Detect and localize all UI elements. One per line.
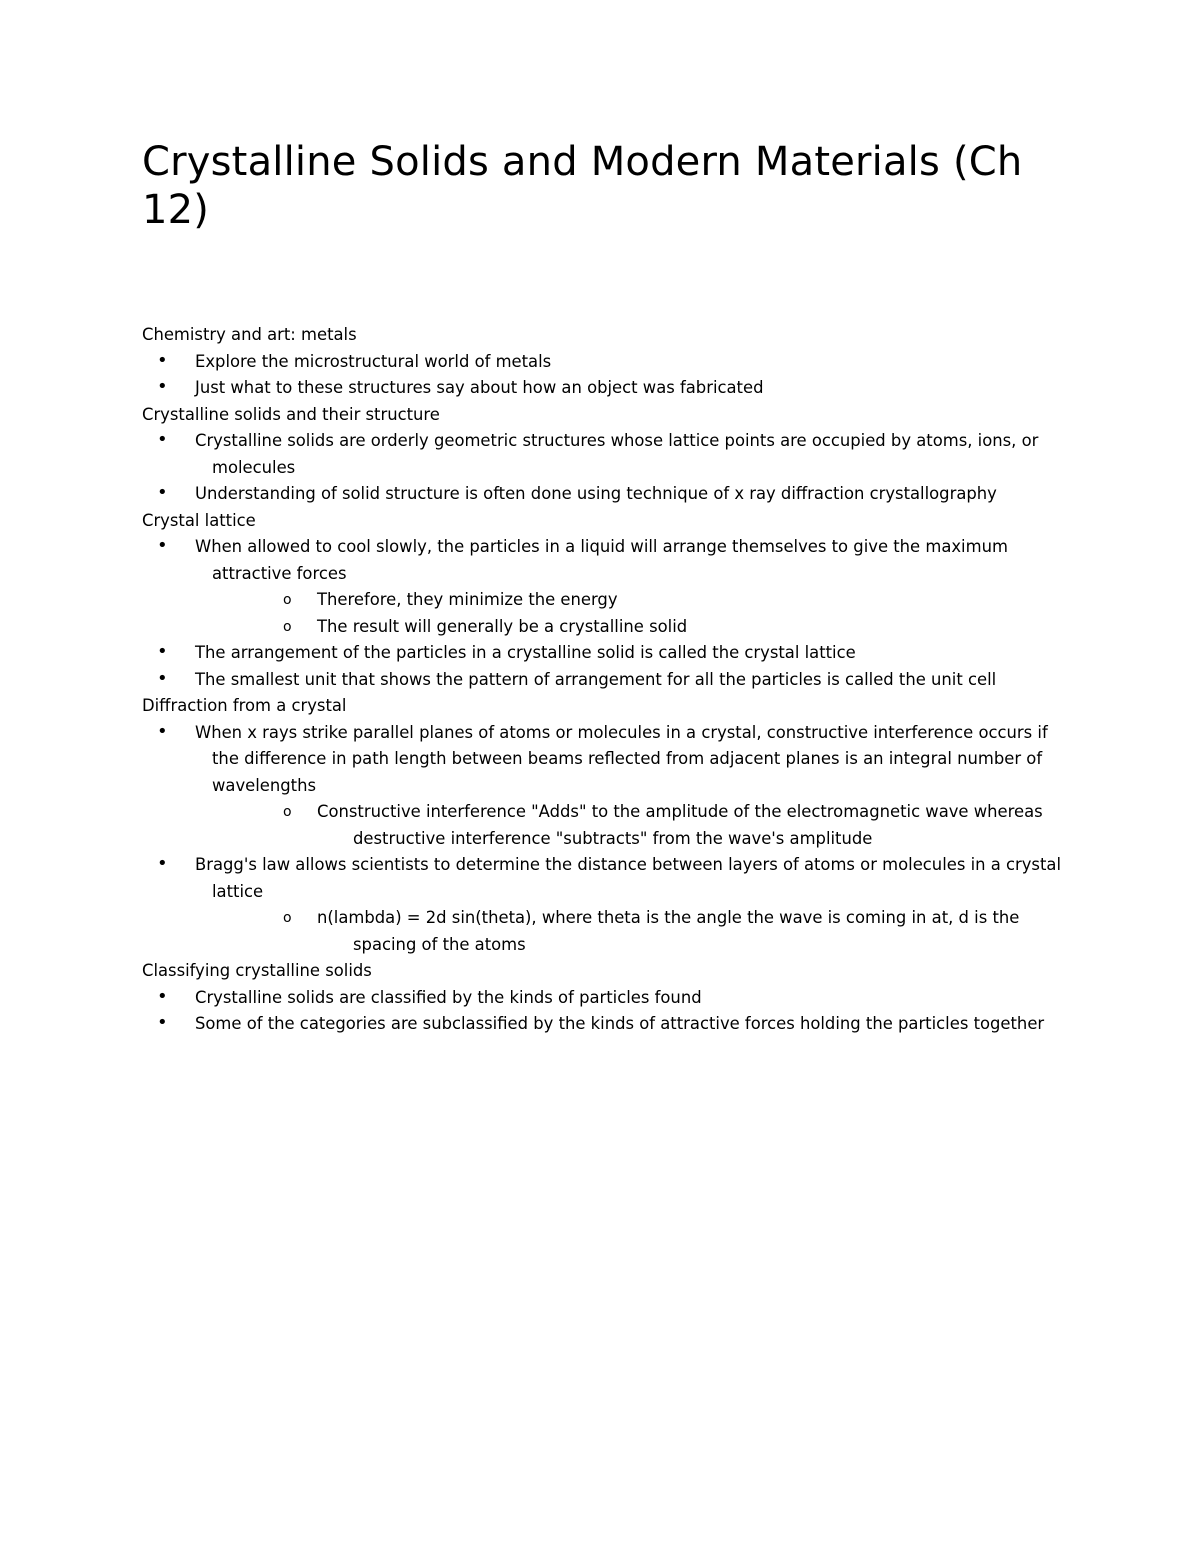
sub-bullet-list (212, 905, 1072, 958)
list-item (142, 1011, 1072, 1038)
bullet-icon: • (157, 376, 168, 397)
bullet-icon: • (157, 535, 168, 556)
bullet-icon: • (157, 985, 168, 1007)
section-heading: Crystalline solids and their structure (142, 404, 440, 424)
sub-list-item-text: n(lambda) = 2d sin(theta), where theta is the angle the wave is coming in at, d is the spacing of the atoms (317, 908, 1020, 954)
bullet-list (142, 534, 1072, 693)
bullet-icon: • (157, 482, 168, 503)
sub-list-item (283, 587, 1072, 614)
bullet-icon: • (157, 667, 168, 689)
list-item (142, 640, 1072, 667)
sub-list-item (283, 614, 1072, 641)
section-heading: Diffraction from a crystal (142, 696, 347, 715)
bullet-list (142, 428, 1072, 508)
list-item-text: Some of the categories are subclassified by the kinds of attractive forces holding the particles together (195, 1014, 1045, 1033)
list-item-text: The smallest unit that shows the pattern of arrangement for all the particles is called the unit cell (195, 669, 997, 689)
list-item (142, 720, 1072, 853)
list-item (142, 375, 1072, 402)
bullet-icon: • (157, 1012, 168, 1033)
list-item-text: When x rays strike parallel planes of atoms or molecules in a crystal, constructive interference occurs if the difference in path length between beams reflected from adjacent planes is an integral number of wavelengths (195, 722, 1048, 795)
section-heading: Classifying crystalline solids (142, 961, 372, 980)
list-item-text: Crystalline solids are classified by the kinds of particles found (195, 987, 702, 1007)
document-body (142, 322, 1072, 1038)
sub-list-item-text: Therefore, they minimize the energy (317, 590, 618, 609)
sub-bullet-list (212, 799, 1072, 852)
sub-list-item-text: The result will generally be a crystalline solid (317, 616, 688, 636)
sub-bullet-list (212, 587, 1072, 640)
sub-list-item-text: Constructive interference "Adds" to the amplitude of the electromagnetic wave whereas destructive interference "subtracts" from the wave's amplitude (317, 802, 1043, 848)
section-heading: Chemistry and art: metals (142, 325, 357, 344)
sub-list-item (283, 799, 1072, 852)
bullet-list (142, 985, 1072, 1038)
list-item-text: Understanding of solid structure is often done using technique of x ray diffraction crystallography (195, 484, 997, 503)
list-item (142, 852, 1072, 958)
list-item (142, 349, 1072, 376)
circle-bullet-icon: o (283, 618, 292, 635)
list-item-text: Bragg's law allows scientists to determine the distance between layers of atoms or molecules in a crystal lattice (195, 855, 1061, 901)
section-heading: Crystal lattice (142, 510, 256, 530)
bullet-icon: • (157, 641, 168, 662)
circle-bullet-icon: o (283, 910, 292, 926)
document-page (142, 138, 1072, 1038)
bullet-list (142, 349, 1072, 402)
list-item-text: The arrangement of the particles in a crystalline solid is called the crystal lattice (195, 643, 856, 662)
list-item-text: Explore the microstructural world of metals (195, 351, 552, 371)
list-item (142, 667, 1072, 694)
circle-bullet-icon: o (283, 804, 292, 820)
bullet-icon: • (157, 349, 168, 371)
bullet-icon: • (157, 853, 168, 874)
list-item (142, 481, 1072, 508)
list-item (142, 534, 1072, 640)
list-item-text: Just what to these structures say about how an object was fabricated (195, 378, 764, 397)
bullet-icon: • (157, 429, 168, 450)
bullet-list (142, 720, 1072, 959)
document-title: Crystalline Solids and Modern Materials (Ch 12) (142, 139, 1023, 233)
circle-bullet-icon: o (283, 592, 292, 608)
sub-list-item (283, 905, 1072, 958)
bullet-icon: • (157, 720, 168, 742)
list-item (142, 428, 1072, 481)
list-item (142, 985, 1072, 1012)
list-item-text: When allowed to cool slowly, the particles in a liquid will arrange themselves to give the maximum attractive forces (195, 537, 1008, 583)
list-item-text: Crystalline solids are orderly geometric structures whose lattice points are occupied by atoms, ions, or molecules (195, 431, 1039, 477)
